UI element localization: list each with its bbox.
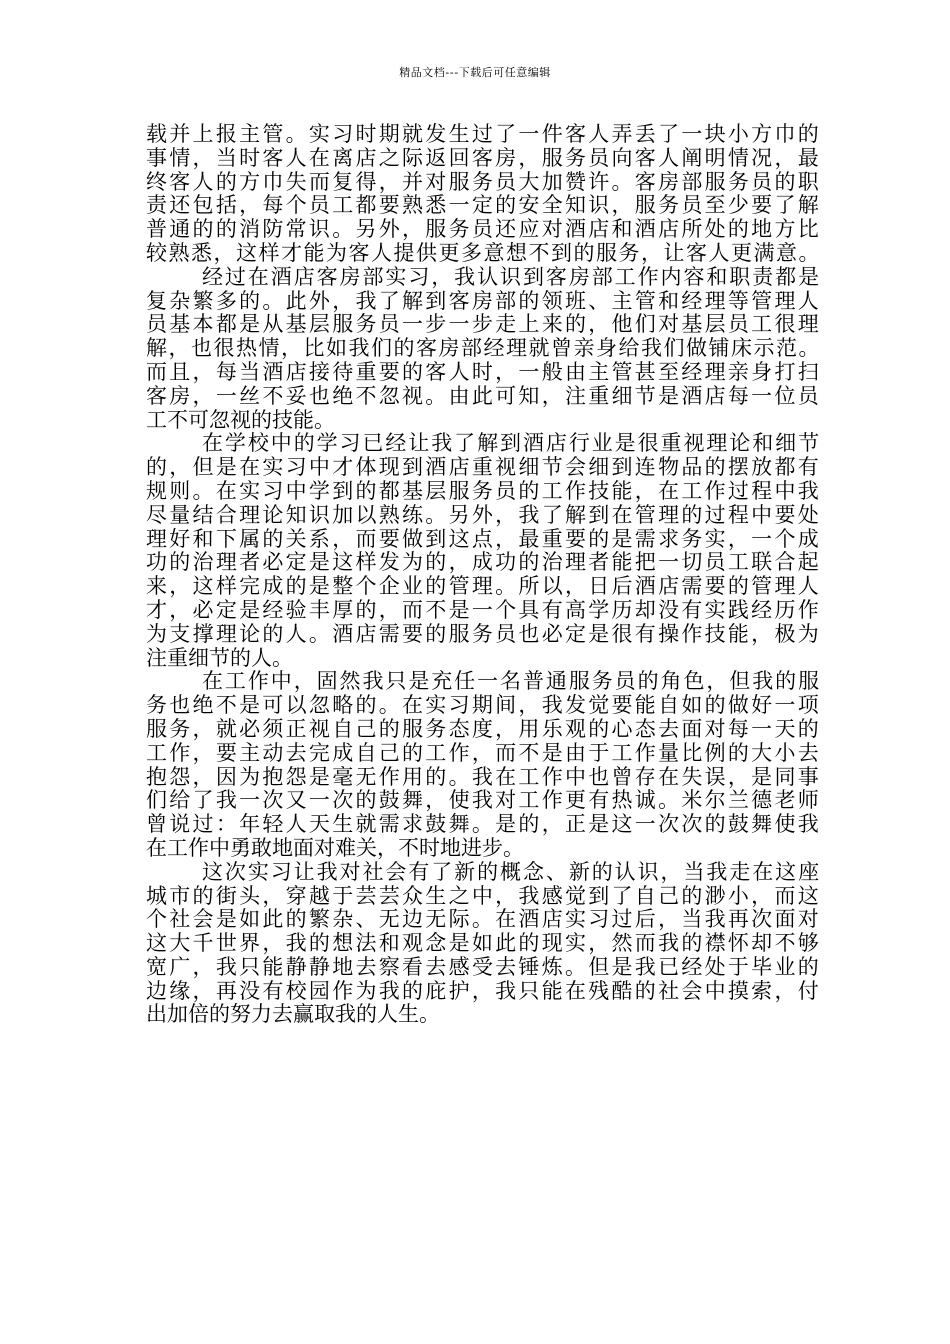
text-line: 出加倍的努力去赢取我的人生。 [146, 1002, 440, 1027]
text-line: 边缘，再没有校园作为我的庇护，我只能在残酷的社会中摸索，付 [146, 978, 822, 1003]
text-line: 尽量结合理论知识加以熟练。另外，我了解到在管理的过程中要处 [146, 502, 822, 527]
paragraph [146, 266, 821, 433]
text-line: 这大千世界，我的想法和观念是如此的现实，然而我的襟怀却不够 [146, 931, 822, 956]
text-line: 经过在酒店客房部实习，我认识到客房部工作内容和职责都是 [202, 264, 821, 289]
text-line: 事情，当时客人在离店之际返回客房，服务员向客人阐明情况，最 [146, 145, 822, 170]
paragraph [146, 861, 821, 1028]
text-line: 而且，每当酒店接待重要的客人时，一般由主管甚至经理亲身打扫 [146, 359, 822, 384]
text-line: 复杂繁多的。此外，我了解到客房部的领班、主管和经理等管理人 [146, 288, 822, 313]
text-line: 在学校中的学习已经让我了解到酒店行业是很重视理论和细节 [202, 431, 821, 456]
text-line: 抱怨，因为抱怨是毫无作用的。我在工作中也曾存在失误，是同事 [146, 764, 822, 789]
text-line: 来，这样完成的是整个企业的管理。所以，日后酒店需要的管理人 [146, 574, 822, 599]
text-line: 这次实习让我对社会有了新的概念、新的认识，当我走在这座 [202, 859, 821, 884]
text-line: 终客人的方巾失而复得，并对服务员大加赞许。客房部服务员的职 [146, 169, 822, 194]
page-header: 精品文档---下载后可任意编辑 [399, 66, 551, 79]
text-line: 个社会是如此的繁杂、无边无际。在酒店实习过后，当我再次面对 [146, 907, 822, 932]
text-line: 工作，要主动去完成自己的工作，而不是由于工作量比例的大小去 [146, 740, 822, 765]
text-line: 注重细节的人。 [146, 645, 293, 670]
text-line: 较熟悉，这样才能为客人提供更多意想不到的服务，让客人更满意。 [146, 240, 821, 265]
text-line: 服务，就必须正视自己的服务态度，用乐观的心态去面对每一天的 [146, 716, 822, 741]
text-line: 在工作中勇敢地面对难关，不时地进步。 [146, 835, 524, 860]
text-line: 宽广，我只能静静地去察看去感受去锤炼。但是我已经处于毕业的 [146, 954, 822, 979]
text-line: 在工作中，固然我只是充任一名普通服务员的角色，但我的服 [202, 669, 821, 694]
paragraph [146, 123, 821, 266]
text-line: 普通的的消防常识。另外，服务员还应对酒店和酒店所处的地方比 [146, 217, 822, 242]
text-line: 功的治理者必定是这样发为的，成功的治理者能把一切员工联合起 [146, 550, 822, 575]
text-line: 员基本都是从基层服务员一步一步走上来的，他们对基层员工很理 [146, 312, 822, 337]
text-line: 才，必定是经验丰厚的，而不是一个具有高学历却没有实践经历作 [146, 597, 822, 622]
text-line: 曾说过：年轻人天生就需求鼓舞。是的，正是这一次次的鼓舞使我 [146, 812, 822, 837]
text-line: 规则。在实习中学到的都基层服务员的工作技能，在工作过程中我 [146, 478, 822, 503]
text-line: 客房，一丝不妥也绝不忽视。由此可知，注重细节是酒店每一位员 [146, 383, 822, 408]
text-line: 城市的街头，穿越于芸芸众生之中，我感觉到了自己的渺小，而这 [146, 883, 822, 908]
paragraph [146, 670, 821, 860]
text-line: 理好和下属的关系，而要做到这点，最重要的是需求务实，一个成 [146, 526, 822, 551]
text-line: 务也绝不是可以忽略的。在实习期间，我发觉要能自如的做好一项 [146, 693, 822, 718]
text-line: 解，也很热情，比如我们的客房部经理就曾亲身给我们做铺床示范。 [146, 336, 821, 361]
text-line: 们给了我一次又一次的鼓舞，使我对工作更有热诚。米尔兰德老师 [146, 788, 822, 813]
text-line: 载并上报主管。实习时期就发生过了一件客人弄丢了一块小方巾的 [146, 122, 822, 146]
text-line: 责还包括，每个员工都要熟悉一定的安全知识，服务员至少要了解 [146, 193, 822, 218]
text-line: 的，但是在实习中才体现到酒店重视细节会细到连物品的摆放都有 [146, 455, 822, 480]
text-line: 为支撑理论的人。酒店需要的服务员也必定是很有操作技能，极为 [146, 621, 822, 646]
paragraph [146, 432, 821, 670]
document-body [146, 123, 821, 1027]
text-line: 工不可忽视的技能。 [146, 407, 335, 432]
